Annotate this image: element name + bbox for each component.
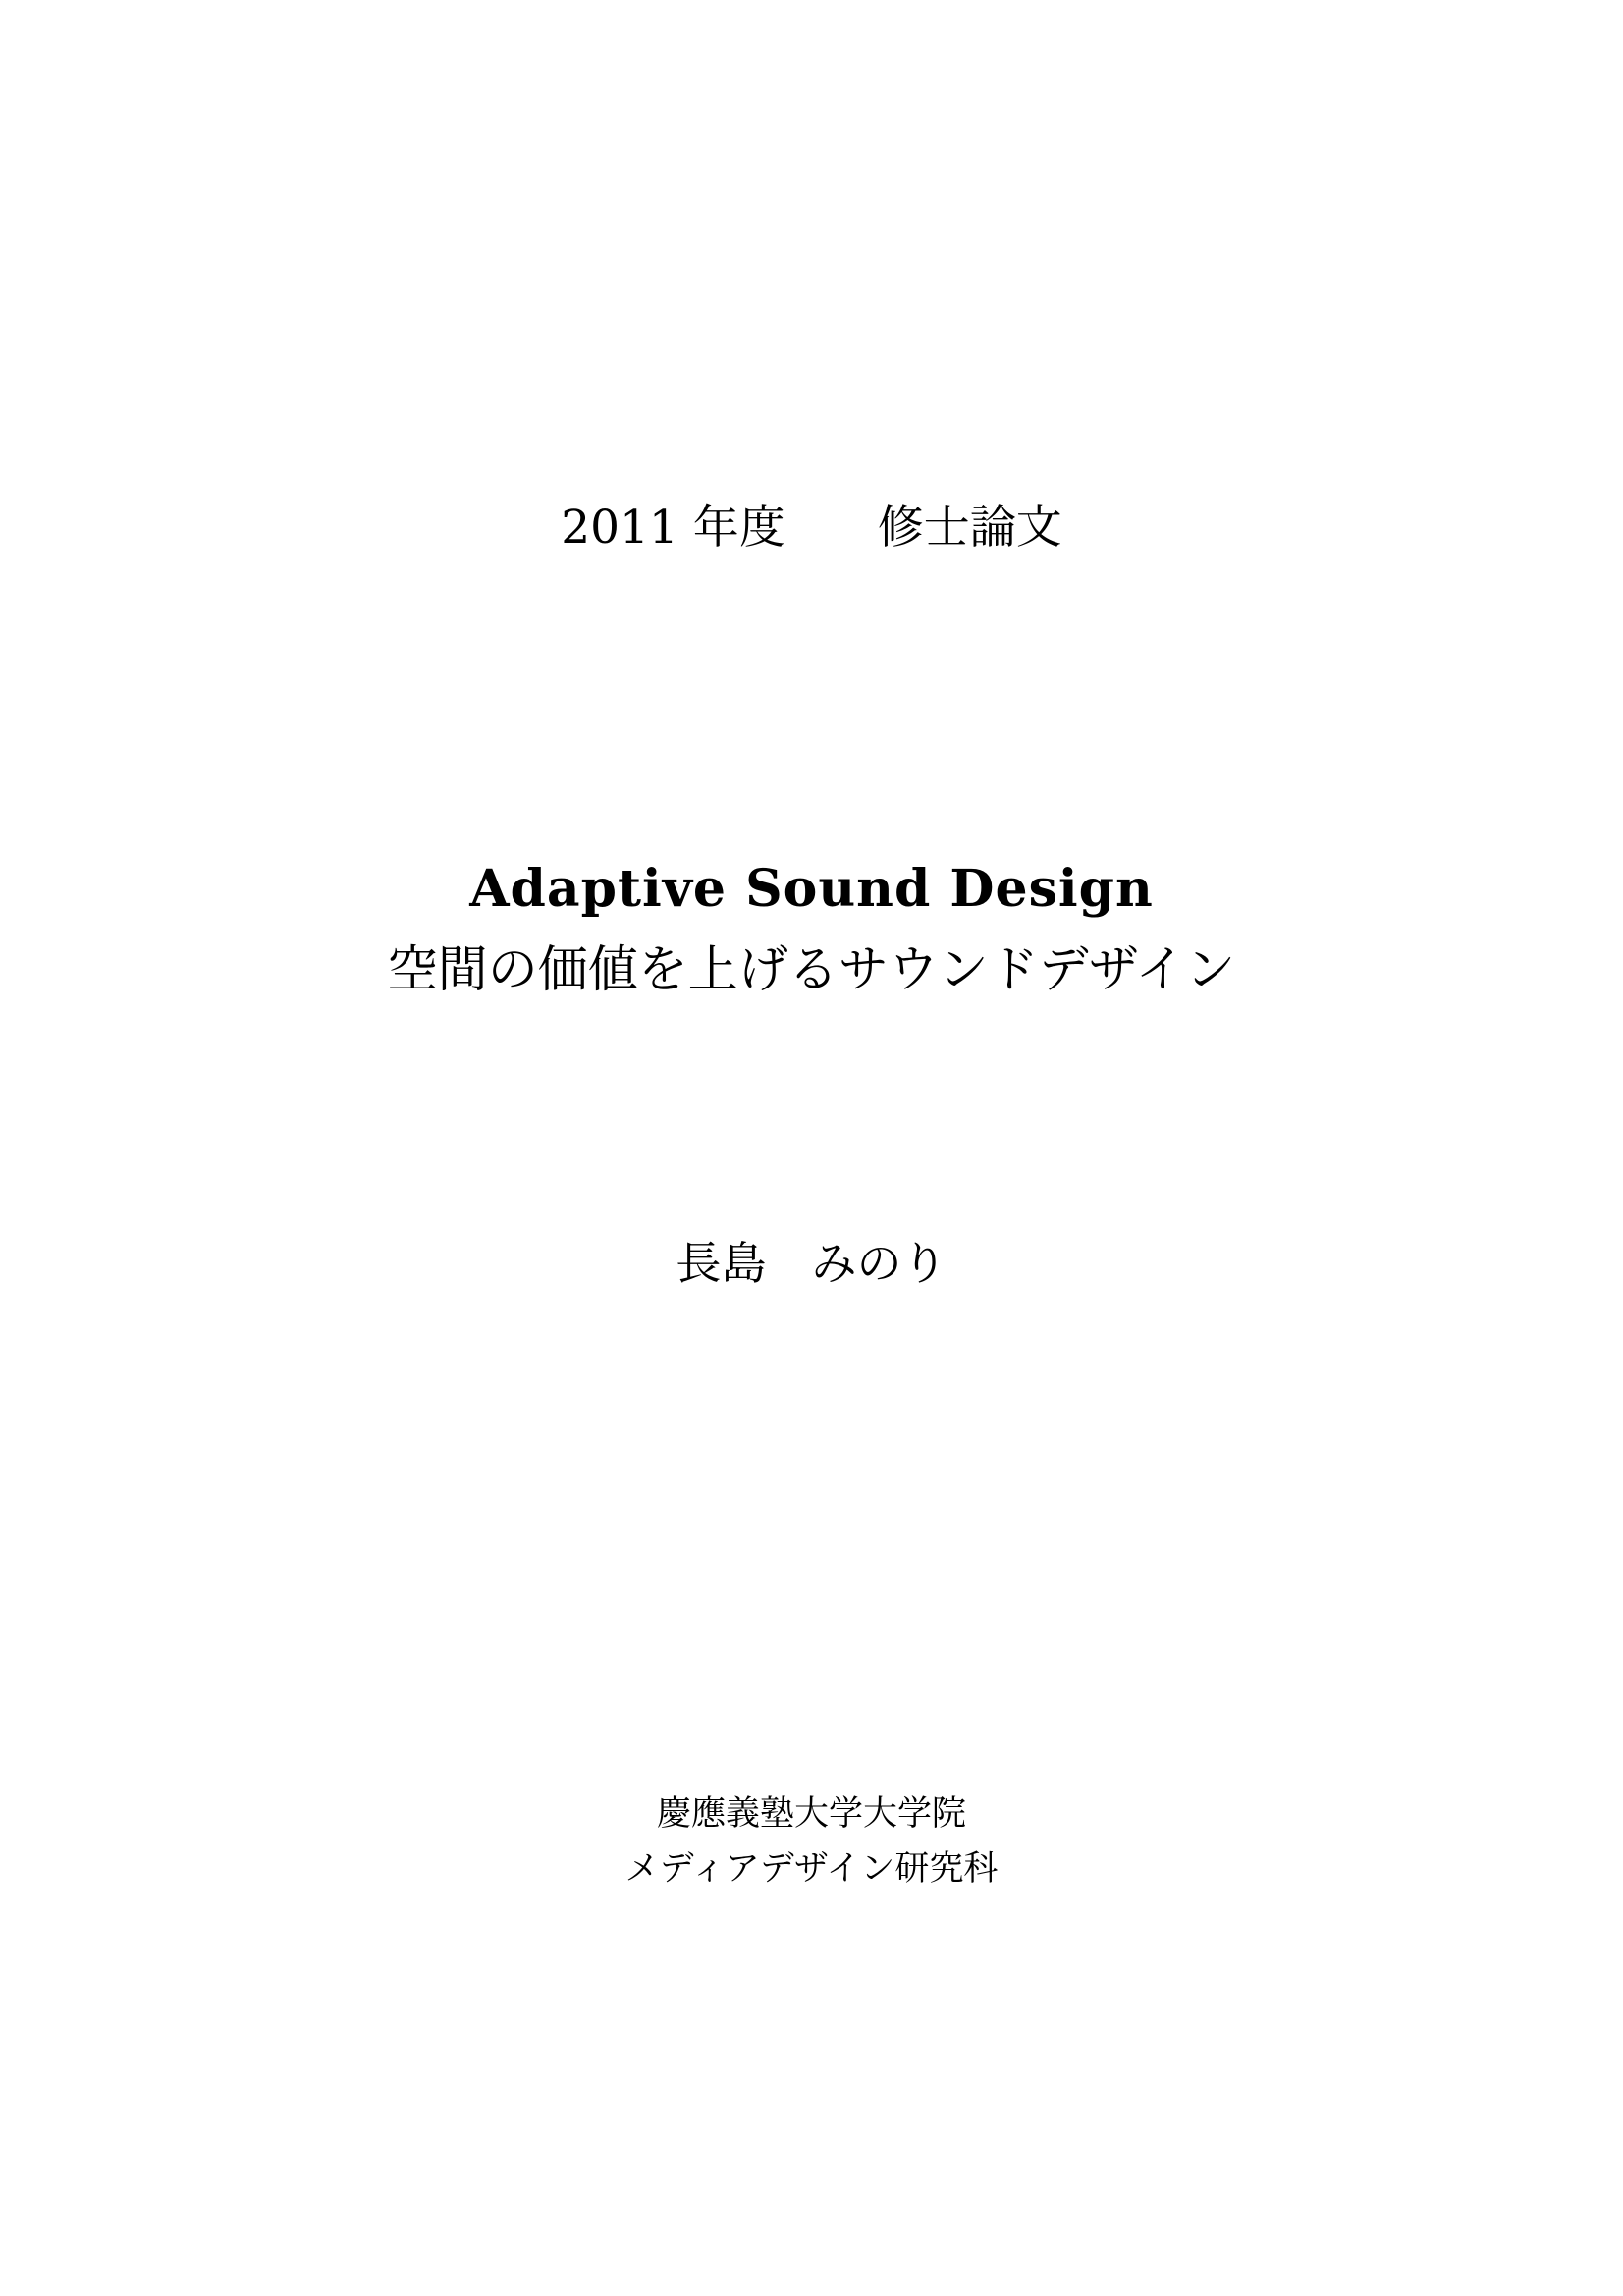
author-name: 長島 みのり bbox=[676, 1237, 947, 1290]
department-name: メディアデザイン研究科 bbox=[624, 1849, 999, 1889]
thesis-title-japanese: 空間の価値を上げるサウンドデザイン bbox=[387, 941, 1236, 999]
university-name: 慶應義塾大学大学院 bbox=[656, 1794, 966, 1834]
thesis-title-english: Adaptive Sound Design bbox=[469, 859, 1154, 919]
year-and-thesis-type: 2011 年度 修士論文 bbox=[561, 501, 1062, 555]
